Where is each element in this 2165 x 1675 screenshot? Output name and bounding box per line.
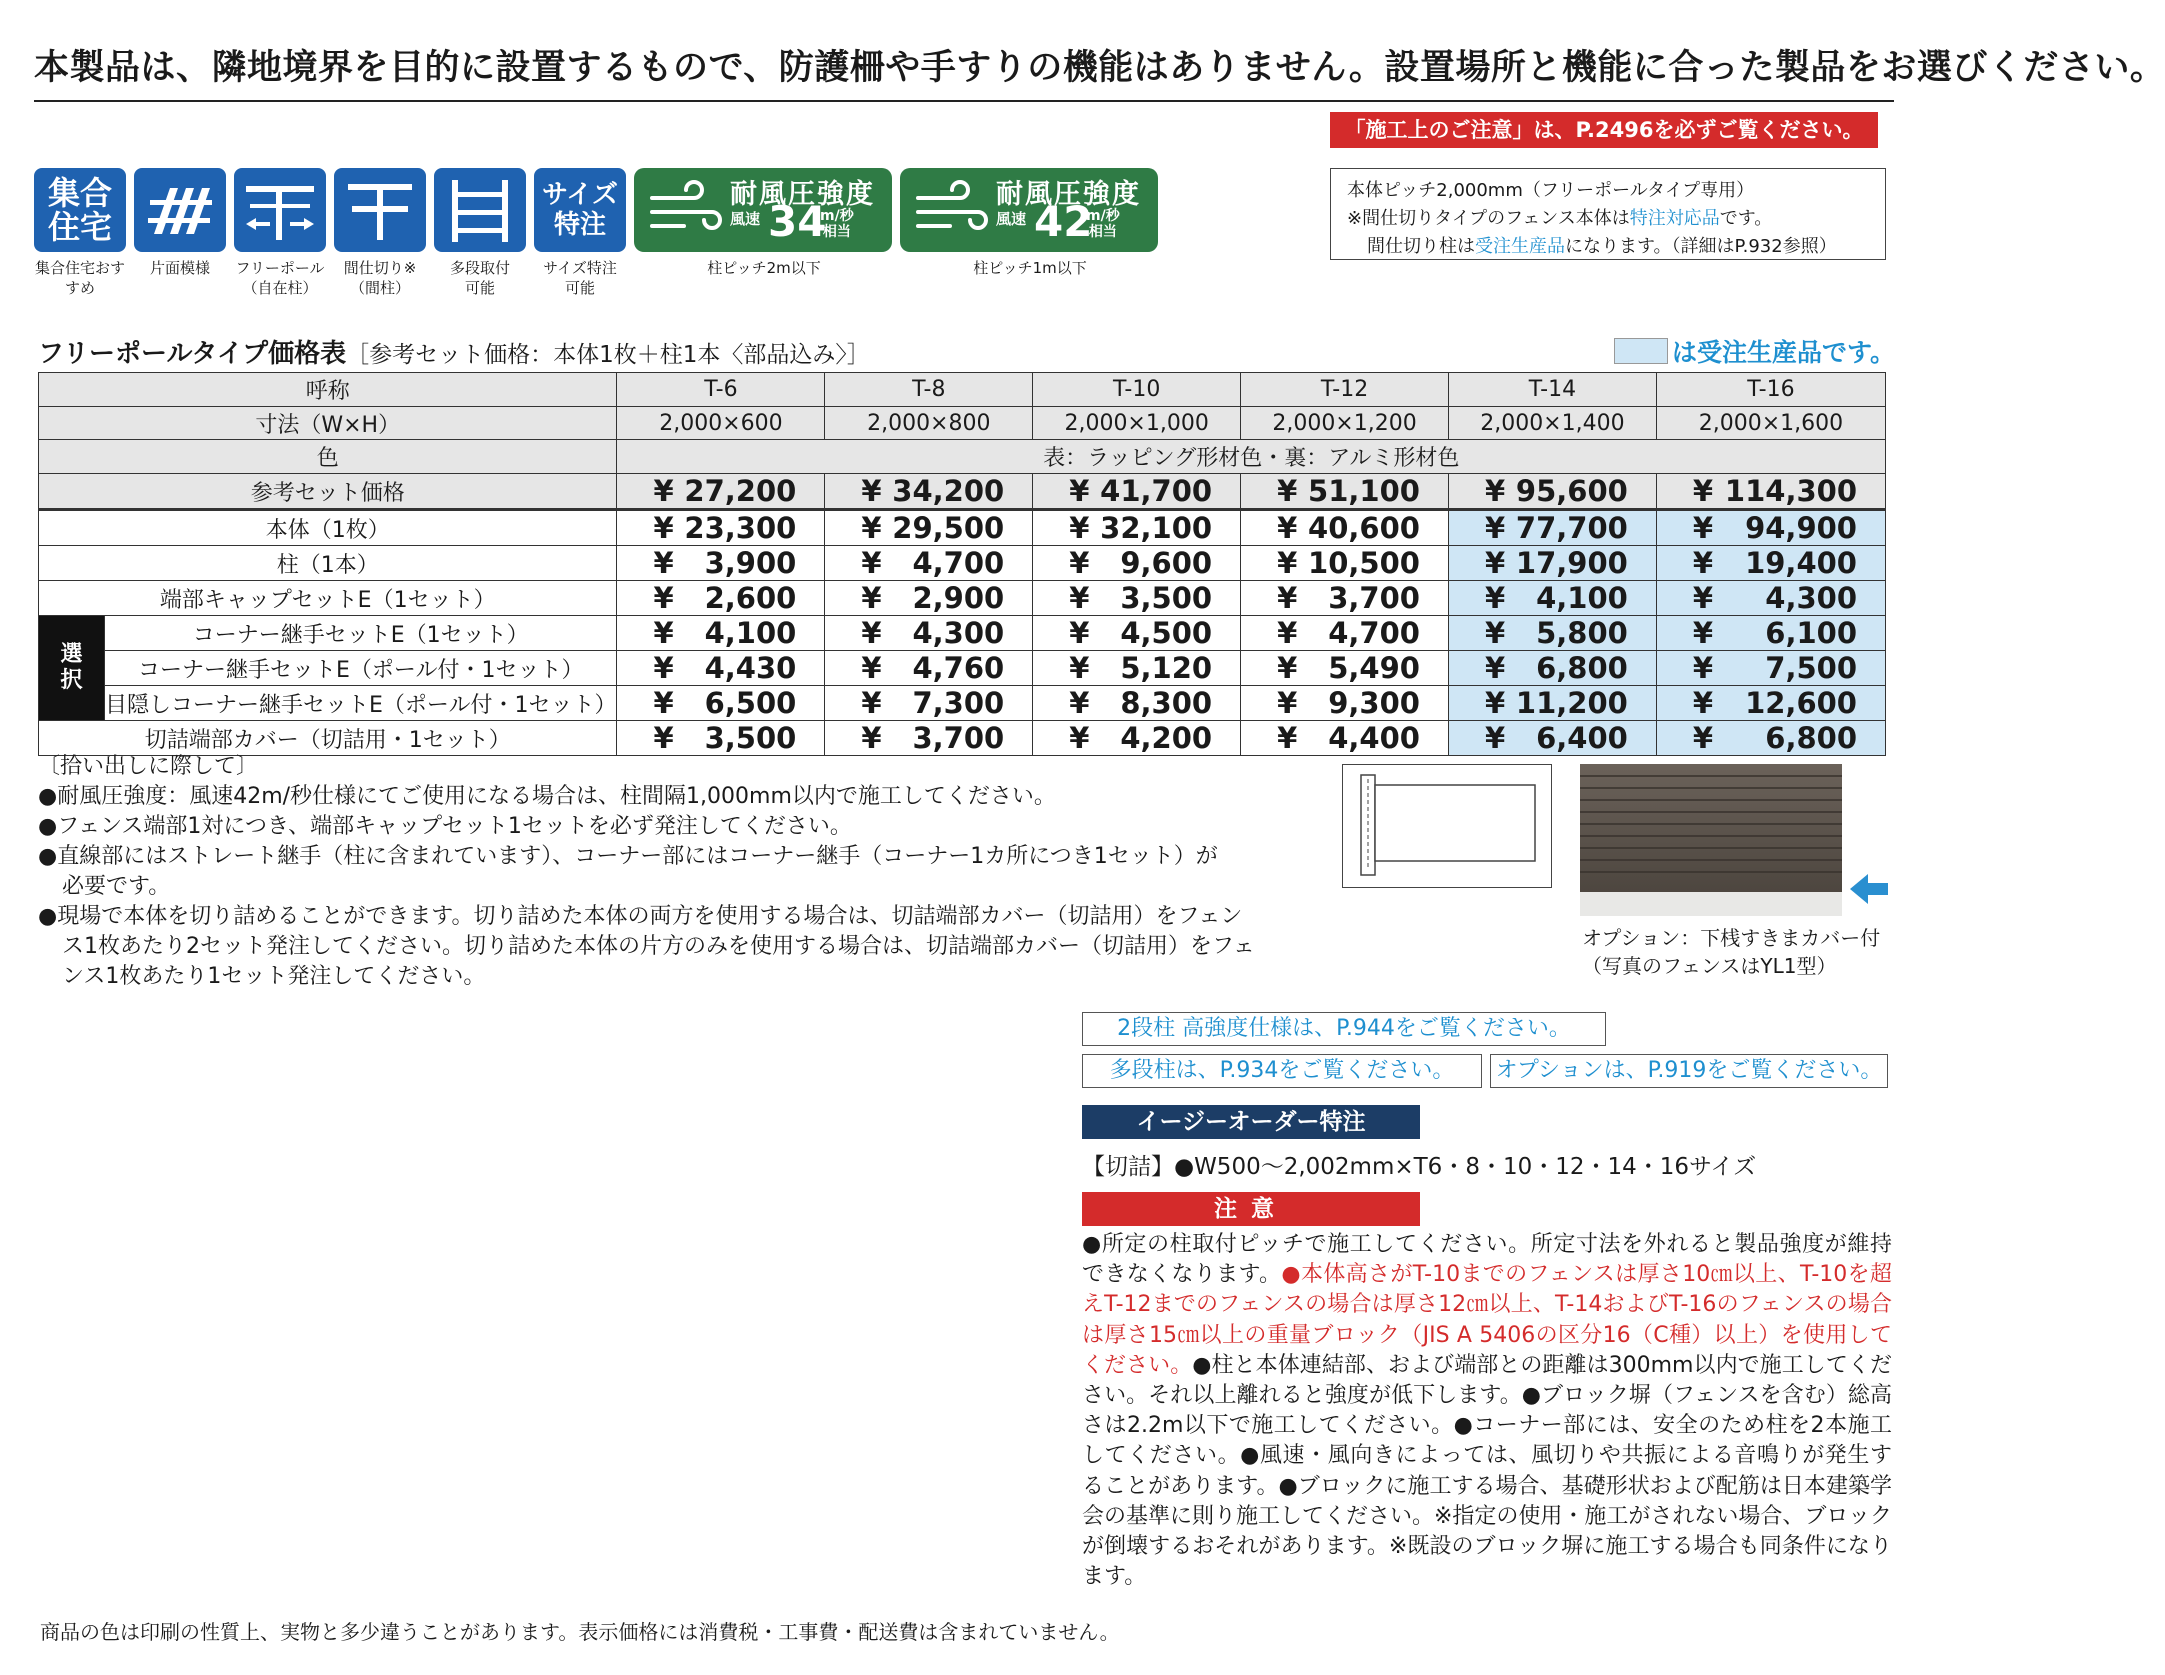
size-cell: 2,000×1,400 [1448,406,1656,440]
price-table-title: フリーポールタイプ価格表［参考セット価格：本体1枚＋柱1本〈部品込み〉］ [38,339,870,369]
price-cell: ¥ 7,500 [1656,651,1885,686]
price-cell: ¥ 4,400 [1241,721,1449,756]
row-label: 目隠しコーナー継手セットE（ポール付・1セット） [105,686,617,721]
price-cell: ¥ 5,120 [1033,651,1241,686]
row-label: 本体（1枚） [39,510,617,546]
table-row [39,373,1886,407]
price-cell: ¥ 77,700 [1448,510,1656,546]
table-row [39,686,1886,721]
table-row [39,440,1886,474]
price-cell: ¥ 4,100 [1448,581,1656,616]
price-cell: ¥ 4,500 [1033,616,1241,651]
size-cell: 2,000×600 [617,406,825,440]
model-header: T-14 [1448,373,1656,407]
wind-speed: 42 [1034,197,1093,246]
apartment-icon [34,168,126,252]
model-header: T-12 [1241,373,1449,407]
icon-caption: 片面模様 [149,259,210,277]
icon-caption: 集合住宅おすすめ [34,259,125,297]
icon-text: サイズ 特注 [542,180,618,240]
table-row [39,510,1886,546]
wind-unit: m/秒 相当 [820,208,854,240]
fence-photo [1580,764,1842,916]
table-row [39,581,1886,616]
size-label: 寸法（W×H） [39,406,617,440]
wind-speed: 34 [768,197,827,246]
price-cell: ¥ 9,600 [1033,546,1241,581]
price-cell: ¥ 51,100 [1241,474,1449,510]
icon-caption: サイズ特注 可能 [543,259,617,297]
caution-text: ●所定の柱取付ピッチで施工してください。所定寸法を外れると製品強度が維持できなくなります。●本体高さがT-10までのフェンスは厚さ10㎝以上、T-10を超えT-12までのフェンスの場合は厚さ12㎝以上、T-14およびT-16のフェンスの場合は厚さ15㎝以上の重量ブロック（JIS A 5406の区分16（C種）以上）を使用してください。●柱と本体連結部、および端部との距離は300mm以内で施工してください。それ以上離れると強度が低下します。●ブロック塀（フェンスを含む）総高さは2.2m以下で施工してください。●コーナー部には、安全のため柱を2本施工してください。●風速・風向きによっては、風切りや共振による音鳴りが発生することがあります。●ブロックに施工する場合、基礎形状および配筋は日本建築学会の基準に則り施工してください。※指定の使用・施工がされない場合、ブロックが倒壊するおそれがあります。※既設のブロック塀に施工する場合も同条件になります。 [1082,1232,1893,1590]
table-row [39,546,1886,581]
row-label: 柱（1本） [39,546,617,581]
link-2-stage-pole[interactable]: 2段柱 高強度仕様は、P.944をご覧ください。 [1082,1012,1606,1046]
icon-text: 集合 住宅 [47,174,112,246]
price-cell: ¥ 4,700 [1241,616,1449,651]
price-cell: ¥ 2,600 [617,581,825,616]
price-cell: ¥ 3,500 [1033,581,1241,616]
icon-caption: 間仕切り※ （間柱） [343,259,417,297]
note-item: ●フェンス端部1対につき、端部キャップセット1セットを必ず発注してください。 [38,814,852,839]
price-cell: ¥ 5,490 [1241,651,1449,686]
price-cell: ¥ 4,430 [617,651,825,686]
size-cell: 2,000×1,200 [1241,406,1449,440]
price-cell: ¥ 94,900 [1656,510,1885,546]
pitch-note-box [1330,168,1886,260]
table-row [39,474,1886,510]
price-cell: ¥ 4,100 [617,616,825,651]
price-cell: ¥ 3,900 [617,546,825,581]
model-header: T-8 [825,373,1033,407]
row-label: 端部キャップセットE（1セット） [39,581,617,616]
note-line-2: ※間仕切りタイプのフェンス本体は特注対応品です。 [1347,208,1773,229]
photo-caption: オプション：下桟すきまカバー付 （写真のフェンスはYL1型） [1582,926,1881,978]
wind-icon [648,186,726,238]
price-cell: ¥ 8,300 [1033,686,1241,721]
color-value: 表：ラッピング形材色・裏：アルミ形材色 [617,440,1886,474]
made-to-order-legend: は受注生産品です。 [1614,333,1895,369]
price-cell: ¥ 12,600 [1656,686,1885,721]
price-cell: ¥ 11,200 [1448,686,1656,721]
price-cell: ¥ 9,300 [1241,686,1449,721]
price-cell: ¥ 41,700 [1033,474,1241,510]
price-cell: ¥ 19,400 [1656,546,1885,581]
note-item: ●直線部にはストレート継手（柱に含まれています）、コーナー部にはコーナー継手（コーナー1カ所につき1セット）が [38,844,1218,869]
price-table [38,372,1886,756]
fence-diagram [1342,764,1552,888]
price-cell: ¥ 34,200 [825,474,1033,510]
row-label: コーナー継手セットE（ポール付・1セット） [105,651,617,686]
size-custom-icon [534,168,626,252]
multi-stage-icon [434,168,526,252]
price-cell: ¥ 3,500 [617,721,825,756]
note-line-1: 本体ピッチ2,000mm（フリーポールタイプ専用） [1347,180,1755,201]
arrow-left-icon [1850,872,1890,910]
wind-label: 風速 [730,210,761,228]
construction-notice-banner: 「施工上のご注意」は、P.2496を必ずご覧ください。 [1330,112,1878,148]
row-label: コーナー継手セットE（1セット） [105,616,617,651]
price-cell: ¥ 6,800 [1448,651,1656,686]
model-header: T-16 [1656,373,1885,407]
price-cell: ¥ 6,400 [1448,721,1656,756]
note-item: ス1枚あたり2セット発注してください。切り詰めた本体の片方のみを使用する場合は、切詰端部カバー（切詰用）をフェ [62,934,1255,959]
note-item: ンス1枚あたり1セット発注してください。 [62,964,486,989]
note-item: ●現場で本体を切り詰めることができます。切り詰めた本体の両方を使用する場合は、切詰端部カバー（切詰用）をフェン [38,904,1243,929]
wind-title: 耐風圧強度 [996,179,1141,210]
wind-label: 風速 [996,210,1027,228]
price-cell: ¥ 7,300 [825,686,1033,721]
price-cell: ¥ 3,700 [825,721,1033,756]
price-cell: ¥ 6,800 [1656,721,1885,756]
link-multi-stage-pole[interactable]: 多段柱は、P.934をご覧ください。 [1082,1054,1482,1088]
price-cell: ¥ 4,300 [825,616,1033,651]
wind-icon [914,186,992,238]
table-row [39,616,1886,651]
note-item: ●耐風圧強度：風速42m/秒仕様にてご使用になる場合は、柱間隔1,000mm以内で施工してください。 [38,784,1056,809]
size-cell: 2,000×1,000 [1033,406,1241,440]
wind-resistance-badge-34 [634,168,892,252]
row-label: 切詰端部カバー（切詰用・1セット） [39,721,617,756]
size-cell: 2,000×800 [825,406,1033,440]
single-side-pattern-icon [134,168,226,252]
icon-caption: 多段取付 可能 [449,259,510,297]
easy-order-header: イージーオーダー特注 [1082,1105,1420,1139]
caution-header: 注意 [1082,1192,1420,1226]
price-cell: ¥ 2,900 [825,581,1033,616]
size-cell: 2,000×1,600 [1656,406,1885,440]
note-line-3: 間仕切り柱は受注生産品になります。（詳細はP.932参照） [1367,236,1837,257]
price-cell: ¥ 4,200 [1033,721,1241,756]
price-cell: ¥ 95,600 [1448,474,1656,510]
wind-title: 耐風圧強度 [730,179,875,210]
price-cell: ¥ 23,300 [617,510,825,546]
partition-icon [334,168,426,252]
price-cell: ¥ 4,760 [825,651,1033,686]
wind-caption: 柱ピッチ1m以下 [973,259,1087,277]
set-price-label: 参考セット価格 [39,474,617,510]
note-item: 必要です。 [62,874,171,899]
wind-resistance-badge-42 [900,168,1158,252]
price-cell: ¥ 40,600 [1241,510,1449,546]
price-cell: ¥ 27,200 [617,474,825,510]
price-cell: ¥ 5,800 [1448,616,1656,651]
free-pole-icon [234,168,326,252]
price-cell: ¥ 3,700 [1241,581,1449,616]
footer-disclaimer: 商品の色は印刷の性質上、実物と多少違うことがあります。表示価格には消費税・工事費・配送費は含まれていません。 [40,1620,1120,1644]
price-cell: ¥ 29,500 [825,510,1033,546]
cut-size-line: 【切詰】●W500〜2,002mm×T6・8・10・12・14・16サイズ [1082,1154,1757,1180]
price-cell: ¥ 10,500 [1241,546,1449,581]
price-cell: ¥ 6,100 [1656,616,1885,651]
icon-caption: フリーポール （自在柱） [235,259,325,297]
price-cell: ¥ 6,500 [617,686,825,721]
price-cell: ¥ 114,300 [1656,474,1885,510]
select-group-label: 選 択 [39,616,105,721]
table-row [39,406,1886,440]
color-label: 色 [39,440,617,474]
table-row [39,651,1886,686]
price-cell: ¥ 4,300 [1656,581,1885,616]
header-label: 呼称 [39,373,617,407]
price-cell: ¥ 17,900 [1448,546,1656,581]
ordering-notes [38,752,1298,992]
model-header: T-10 [1033,373,1241,407]
legend-swatch [1614,338,1668,364]
wind-caption: 柱ピッチ2m以下 [707,259,821,277]
notes-heading: 〔拾い出しに際して〕 [38,754,259,779]
model-header: T-6 [617,373,825,407]
page-headline: 本製品は、隣地境界を目的に設置するもので、防護柵や手すりの機能はありません。設置場所と機能に合った製品をお選びください。 [34,40,1894,102]
price-cell: ¥ 32,100 [1033,510,1241,546]
wind-unit: m/秒 相当 [1086,208,1120,240]
price-cell: ¥ 4,700 [825,546,1033,581]
link-options[interactable]: オプションは、P.919をご覧ください。 [1490,1054,1888,1088]
table-row [39,721,1886,756]
